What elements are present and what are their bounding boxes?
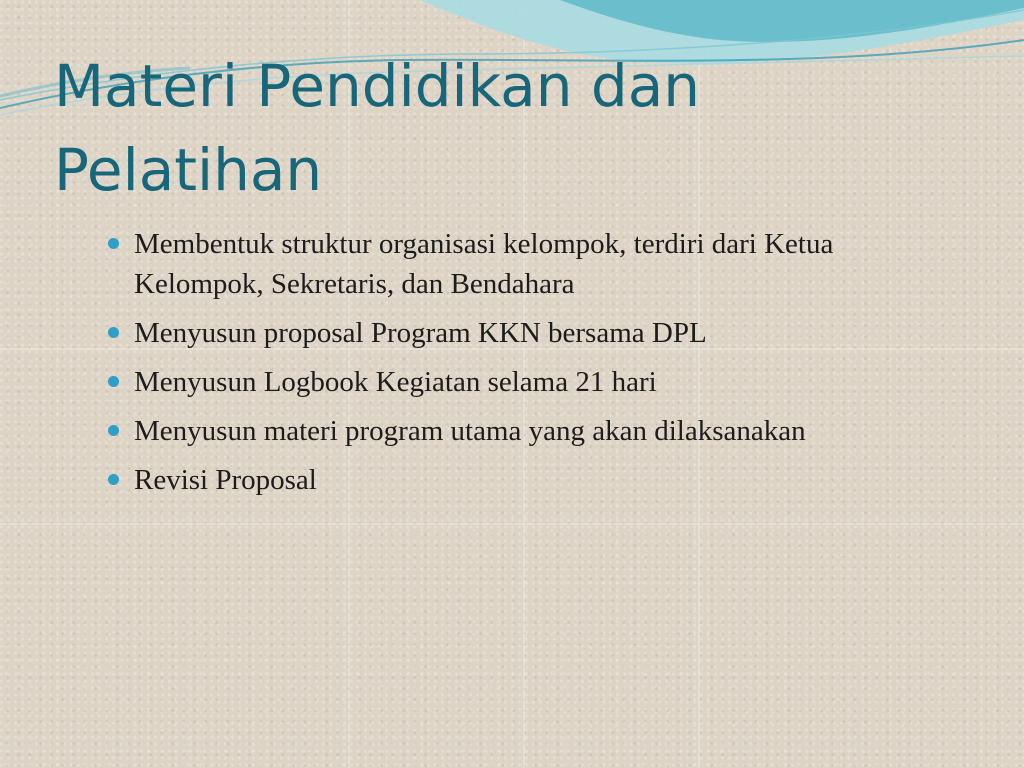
list-item: [104, 224, 964, 304]
bullet-text: Revisi Proposal: [134, 464, 317, 496]
list-item: [104, 362, 964, 402]
slide-title: Materi Pendidikan dan Pelatihan: [54, 52, 701, 204]
bullet-dot-icon: [108, 376, 119, 387]
bullet-dot-icon: [108, 238, 119, 249]
bullet-text: Menyusun Logbook Kegiatan selama 21 hari: [134, 366, 657, 398]
list-item: [104, 411, 964, 451]
bullet-list: [104, 224, 964, 509]
list-item: [104, 313, 964, 353]
bullet-dot-icon: [108, 327, 119, 338]
bullet-text: Menyusun materi program utama yang akan dilaksanakan: [134, 415, 806, 447]
bullet-text: Menyusun proposal Program KKN bersama DPL: [134, 317, 707, 349]
bullet-dot-icon: [108, 425, 119, 436]
list-item: [104, 460, 964, 500]
bullet-dot-icon: [108, 474, 119, 485]
bullet-text: Membentuk struktur organisasi kelompok, terdiri dari Ketua Kelompok, Sekretaris, dan Bendahara: [134, 228, 834, 300]
